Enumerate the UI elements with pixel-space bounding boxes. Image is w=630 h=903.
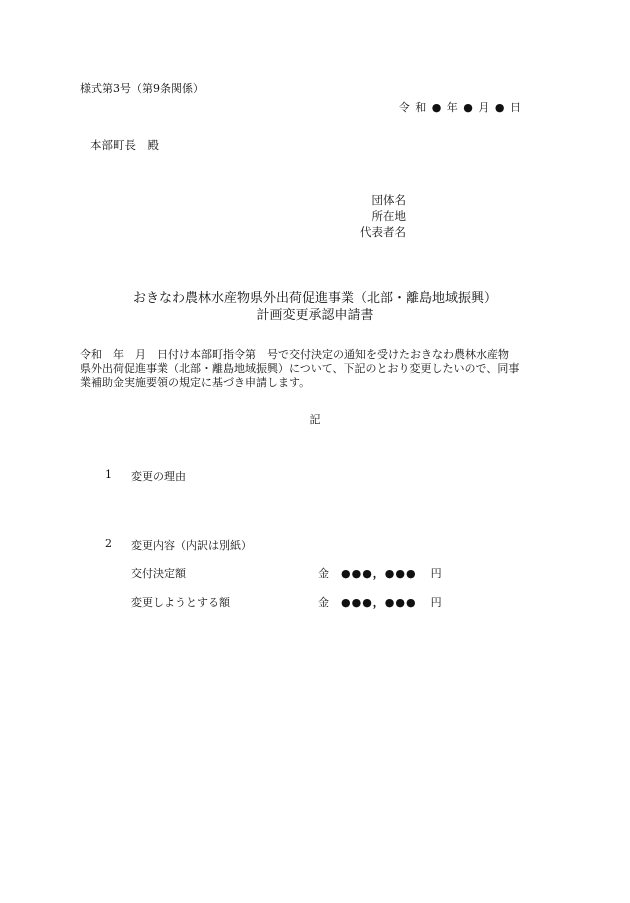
sender-representative-label: 代表者名 [360,225,406,239]
item-1 [105,468,405,484]
sender-block [360,192,406,240]
body-line-3: 業補助金実施要領の規定に基づき申請します。 [80,376,311,389]
amount-2-prefix: 金 [318,596,329,609]
amount-2-label: 変更しようとする額 [131,596,230,609]
amount-1-unit: 円 [430,567,442,580]
amount-2-value [318,594,442,610]
body-line-2: 県外出荷促進事業（北部・離島地域振興）について、下記のとおり変更したいので、同事 [80,362,520,375]
document-title [0,290,630,324]
form-number: 様式第3号（第9条関係） [80,82,204,95]
body-line-1: 令和 年 月 日付け本部町指令第 号で交付決定の通知を受けたおきなわ農林水産物 [80,348,509,361]
item-2 [105,537,405,553]
amount-2-unit: 円 [430,596,442,609]
item-1-number: 1 [105,468,112,481]
title-line-2: 計画変更承認申請書 [256,308,374,323]
amount-2-figure: ●●●，●●● [341,596,417,609]
amount-1-prefix: 金 [318,567,329,580]
body-paragraph [80,348,550,390]
date-line: 令 和 ● 年 ● 月 ● 日 [398,101,522,114]
item-2-label: 変更内容（内訳は別紙） [131,539,252,552]
amount-1-figure: ●●●，●●● [341,567,417,580]
addressee: 本部町長 殿 [90,138,159,152]
amount-1-label: 交付決定額 [131,567,186,580]
title-line-1: おきなわ農林水産物県外出荷促進事業（北部・離島地域振興） [132,291,497,306]
sender-org-name-label: 団体名 [371,193,406,207]
item-2-number: 2 [105,537,112,550]
item-1-label: 変更の理由 [131,470,186,483]
sender-address-label: 所在地 [371,209,406,223]
ki-heading: 記 [309,413,321,426]
amount-1-value [318,565,442,581]
